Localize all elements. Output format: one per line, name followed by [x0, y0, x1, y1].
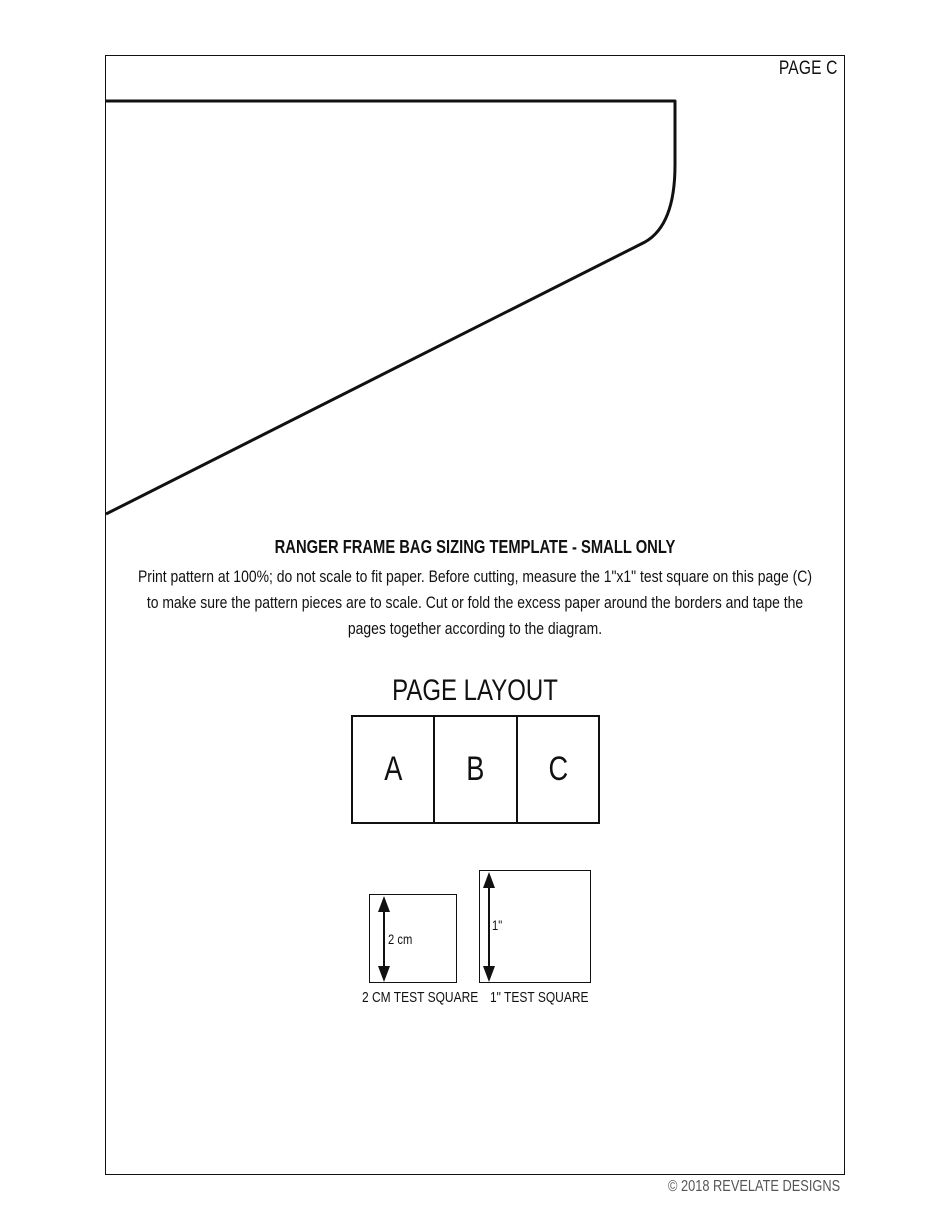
cm-test-square-caption: 2 CM TEST SQUARE — [362, 989, 479, 1006]
copyright: © 2018 REVELATE DESIGNS — [667, 1178, 840, 1195]
page-layout-title: PAGE LAYOUT — [392, 674, 558, 707]
layout-cell-b: B — [433, 717, 515, 822]
inch-measure-label: 1" — [492, 917, 503, 933]
cm-measure-label: 2 cm — [388, 931, 413, 947]
layout-cell-a: A — [384, 750, 403, 788]
template-title: RANGER FRAME BAG SIZING TEMPLATE - SMALL ONLY — [274, 537, 676, 557]
inch-test-square-caption: 1" TEST SQUARE — [490, 989, 589, 1006]
template-instructions: Print pattern at 100%; do not scale to fit paper. Before cutting, measure the 1"x1" test square on this page (C) to make sure the pattern pieces are to scale. Cut or fold the excess paper around the borders and tape the pages together according to the diagram. — [138, 567, 812, 638]
layout-cell-c: C — [516, 717, 598, 822]
page-label: PAGE C — [779, 58, 838, 79]
